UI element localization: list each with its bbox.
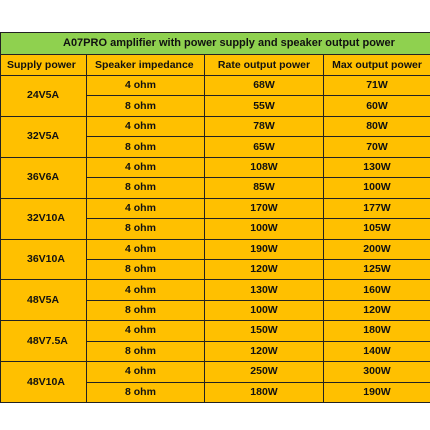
speaker-impedance-cell: 4 ohm (87, 280, 205, 300)
rate-output-power-cell: 190W (205, 239, 324, 259)
max-output-power-cell: 100W (324, 178, 430, 198)
speaker-impedance-cell: 4 ohm (87, 157, 205, 177)
table-row (1, 239, 430, 259)
header-max-output-power: Max output power (324, 55, 430, 76)
supply-power-cell: 36V10A (1, 239, 87, 280)
speaker-impedance-cell: 8 ohm (87, 137, 205, 157)
speaker-impedance-cell: 8 ohm (87, 382, 205, 402)
speaker-impedance-cell: 4 ohm (87, 198, 205, 218)
rate-output-power-cell: 100W (205, 219, 324, 239)
table-row (1, 362, 430, 382)
supply-power-cell: 36V6A (1, 157, 87, 198)
rate-output-power-cell: 78W (205, 116, 324, 136)
rate-output-power-cell: 170W (205, 198, 324, 218)
header-row (1, 55, 430, 76)
rate-output-power-cell: 150W (205, 321, 324, 341)
supply-power-cell: 48V7.5A (1, 321, 87, 362)
max-output-power-cell: 177W (324, 198, 430, 218)
rate-output-power-cell: 55W (205, 96, 324, 116)
supply-power-cell: 48V10A (1, 362, 87, 403)
supply-power-cell: 32V5A (1, 116, 87, 157)
max-output-power-cell: 140W (324, 341, 430, 361)
header-supply-power: Supply power (1, 55, 87, 76)
table-title: A07PRO amplifier with power supply and speaker output power (1, 33, 430, 55)
speaker-impedance-cell: 4 ohm (87, 321, 205, 341)
max-output-power-cell: 105W (324, 219, 430, 239)
max-output-power-cell: 160W (324, 280, 430, 300)
amplifier-spec-table (0, 32, 430, 403)
speaker-impedance-cell: 8 ohm (87, 259, 205, 279)
max-output-power-cell: 130W (324, 157, 430, 177)
speaker-impedance-cell: 8 ohm (87, 96, 205, 116)
rate-output-power-cell: 130W (205, 280, 324, 300)
rate-output-power-cell: 85W (205, 178, 324, 198)
table-row (1, 280, 430, 300)
max-output-power-cell: 70W (324, 137, 430, 157)
max-output-power-cell: 71W (324, 76, 430, 96)
table-body (1, 33, 430, 403)
rate-output-power-cell: 120W (205, 259, 324, 279)
table-row (1, 76, 430, 96)
speaker-impedance-cell: 4 ohm (87, 116, 205, 136)
rate-output-power-cell: 65W (205, 137, 324, 157)
table-row (1, 198, 430, 218)
speaker-impedance-cell: 8 ohm (87, 219, 205, 239)
table-row (1, 321, 430, 341)
title-row (1, 33, 430, 55)
max-output-power-cell: 120W (324, 300, 430, 320)
speaker-impedance-cell: 4 ohm (87, 76, 205, 96)
max-output-power-cell: 200W (324, 239, 430, 259)
rate-output-power-cell: 68W (205, 76, 324, 96)
table-row (1, 157, 430, 177)
max-output-power-cell: 125W (324, 259, 430, 279)
header-rate-output-power: Rate output power (205, 55, 324, 76)
supply-power-cell: 24V5A (1, 76, 87, 117)
rate-output-power-cell: 120W (205, 341, 324, 361)
rate-output-power-cell: 180W (205, 382, 324, 402)
max-output-power-cell: 180W (324, 321, 430, 341)
supply-power-cell: 48V5A (1, 280, 87, 321)
max-output-power-cell: 80W (324, 116, 430, 136)
speaker-impedance-cell: 8 ohm (87, 300, 205, 320)
spec-document (0, 32, 430, 403)
speaker-impedance-cell: 4 ohm (87, 362, 205, 382)
supply-power-cell: 32V10A (1, 198, 87, 239)
speaker-impedance-cell: 4 ohm (87, 239, 205, 259)
rate-output-power-cell: 100W (205, 300, 324, 320)
max-output-power-cell: 60W (324, 96, 430, 116)
max-output-power-cell: 300W (324, 362, 430, 382)
speaker-impedance-cell: 8 ohm (87, 341, 205, 361)
table-row (1, 116, 430, 136)
max-output-power-cell: 190W (324, 382, 430, 402)
speaker-impedance-cell: 8 ohm (87, 178, 205, 198)
rate-output-power-cell: 108W (205, 157, 324, 177)
rate-output-power-cell: 250W (205, 362, 324, 382)
header-speaker-impedance: Speaker impedance (87, 55, 205, 76)
